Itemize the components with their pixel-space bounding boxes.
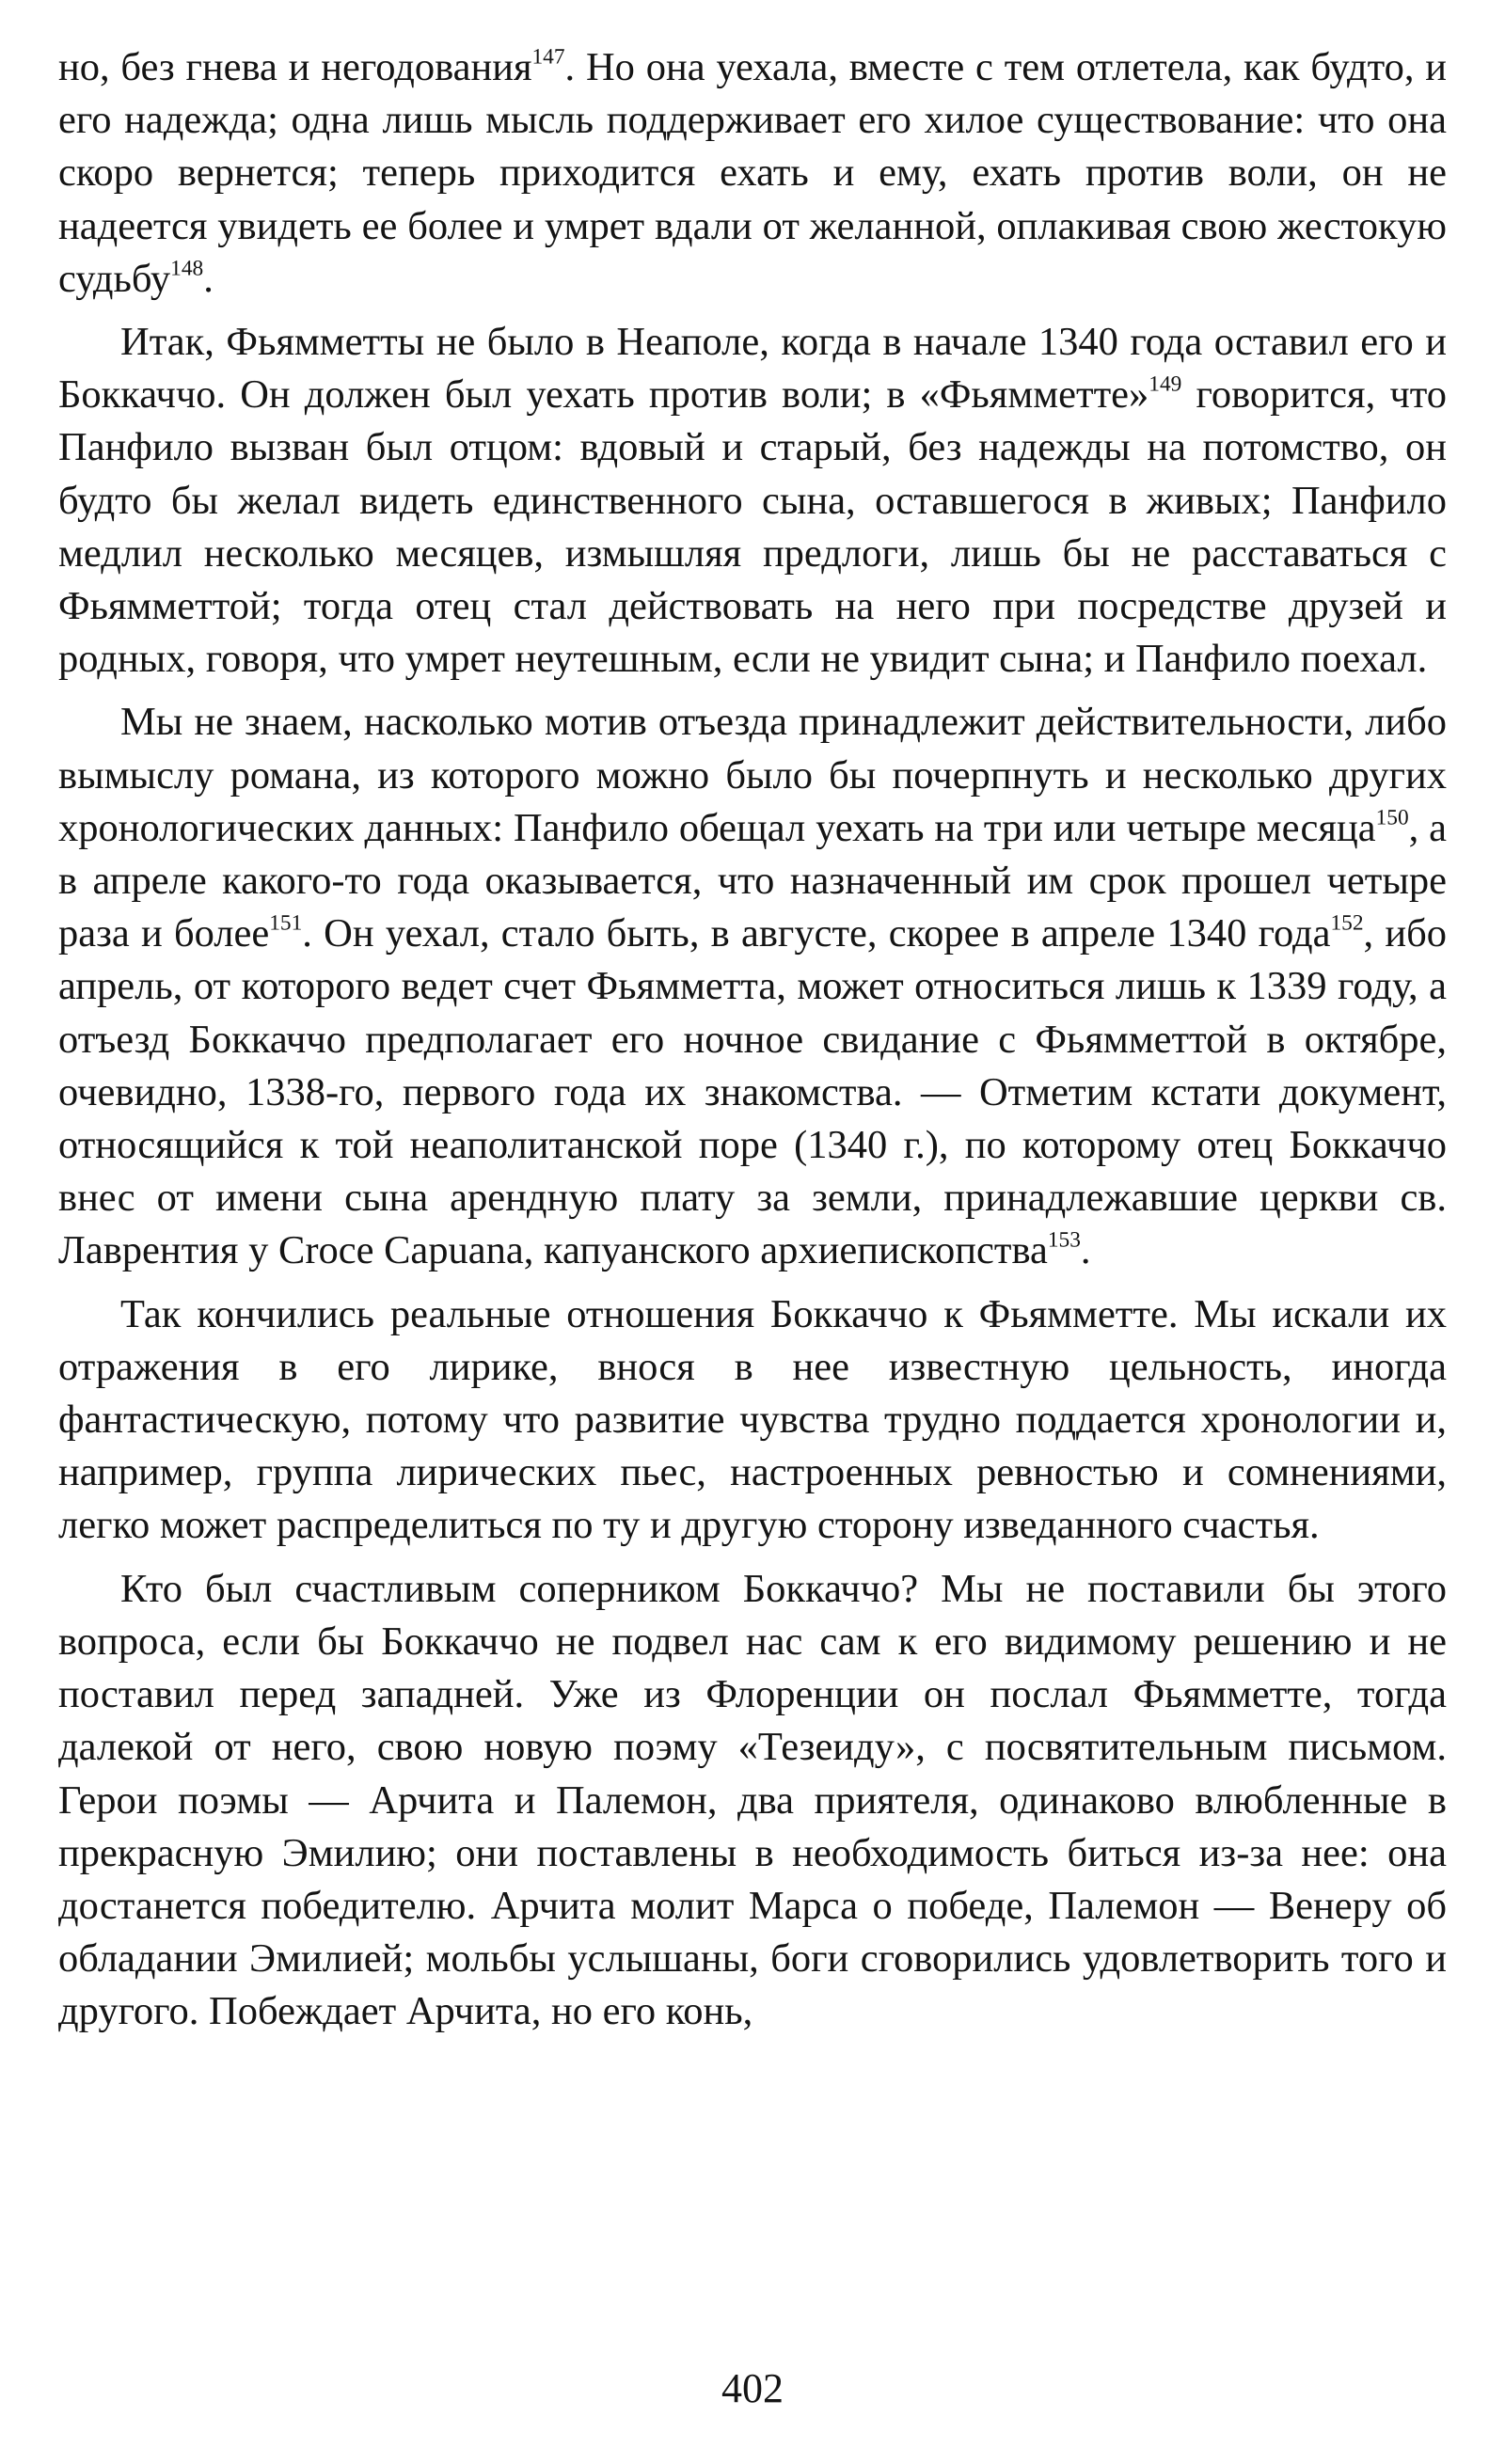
text-run: , а в апреле какого-то года оказывается, что назначенный им срок прошел четыре раза и более	[58, 805, 1447, 956]
text-run: . Он уехал, стало быть, в августе, скорее в апреле 1340 года	[302, 911, 1331, 956]
text-run: Кто был счастливым соперником Боккаччо? Мы не поставили бы этого вопроса, если бы Боккаччо не подвел нас сам к его видимому решению и не поставил перед западней. Уже из Флоренции он послал Фьямметте, тогда далекой от него, свою новую поэму «Тезеиду», с посвятительным письмом. Герои поэмы — Арчита и Палемон, два приятеля, одинаково влюбленные в прекрасную Эмилию; они поставлены в необходимость биться из-за нее: она достанется победителю. Арчита молит Марса о победе, Палемон — Венеру об обладании Эмилией; мольбы услышаны, боги сговорились удовлетворить того и другого. Побеждает Арчита, но его конь,	[58, 1566, 1447, 2034]
paragraph-4	[58, 1288, 1447, 1553]
paragraph-1	[58, 41, 1447, 306]
footnote-marker: 152	[1330, 910, 1364, 936]
footnote-marker: 150	[1375, 805, 1409, 830]
text-run: . Но она уехала, вместе с тем отлетела, как будто, и его надежда; одна лишь мысль поддерживает его хилое существование: что она скоро вернется; теперь приходится ехать и ему, ехать против воли, он не надеется увидеть ее более и умрет вдали от желанной, оплакивая свою жестокую судьбу	[58, 45, 1448, 301]
page-text	[58, 41, 1447, 2355]
footnote-marker: 151	[269, 910, 303, 936]
text-run: Итак, Фьямметты не было в Неаполе, когда в начале 1340 года оставил его и Боккаччо. Он должен был уехать против воли; в «Фьямметте»	[58, 320, 1447, 418]
footnote-marker: 149	[1149, 371, 1182, 397]
text-run: .	[1080, 1228, 1091, 1273]
text-run: но, без гнева и негодования	[58, 45, 532, 89]
footnote-marker: 148	[170, 256, 204, 281]
text-run: говорится, что Панфило вызван был отцом: вдовый и старый, без надежды на потомство, он будто бы желал видеть единственного сына, оставшегося в живых; Панфило медлил несколько месяцев, измышляя предлоги, лишь бы не расставаться с Фьямметтой; тогда отец стал действовать на него при посредстве друзей и родных, говоря, что умрет неутешным, если не увидит сына; и Панфило поехал.	[58, 372, 1447, 682]
text-run: .	[203, 256, 214, 301]
text-run: , ибо апрель, от которого ведет счет Фьямметта, может относиться лишь к 1339 году, а отъезд Боккаччо предполагает его ночное свидание с Фьямметтой в октябре, очевидно, 1338-го, первого года их знакомства. — Отметим кстати документ, относящийся к той неаполитанской поре (1340 г.), по которому отец Боккаччо внес от имени сына арендную плату за земли, принадлежавшие церкви св. Лаврентия у Croce Capuana, капуанского архиепископства	[58, 911, 1447, 1273]
paragraph-3	[58, 696, 1447, 1277]
text-run: Мы не знаем, насколько мотив отъезда принадлежит действительности, либо вымыслу романа, из которого можно было бы почерпнуть и несколько других хронологических данных: Панфило обещал уехать на три или четыре месяца	[58, 700, 1447, 850]
footnote-marker: 153	[1047, 1227, 1081, 1253]
footnote-marker: 147	[531, 44, 565, 70]
paragraph-2	[58, 316, 1447, 686]
page-number: 402	[721, 2365, 784, 2411]
text-run: Так кончились реальные отношения Боккаччо к Фьямметте. Мы искали их отражения в его лирике, внося в нее известную цельность, иногда фантастическую, потому что развитие чувства трудно поддается хронологии и, например, группа лирических пьес, настроенных ревностью и сомнениями, легко может распределиться по ту и другую сторону изведанного счастья.	[58, 1291, 1447, 1548]
paragraph-5	[58, 1563, 1447, 2039]
